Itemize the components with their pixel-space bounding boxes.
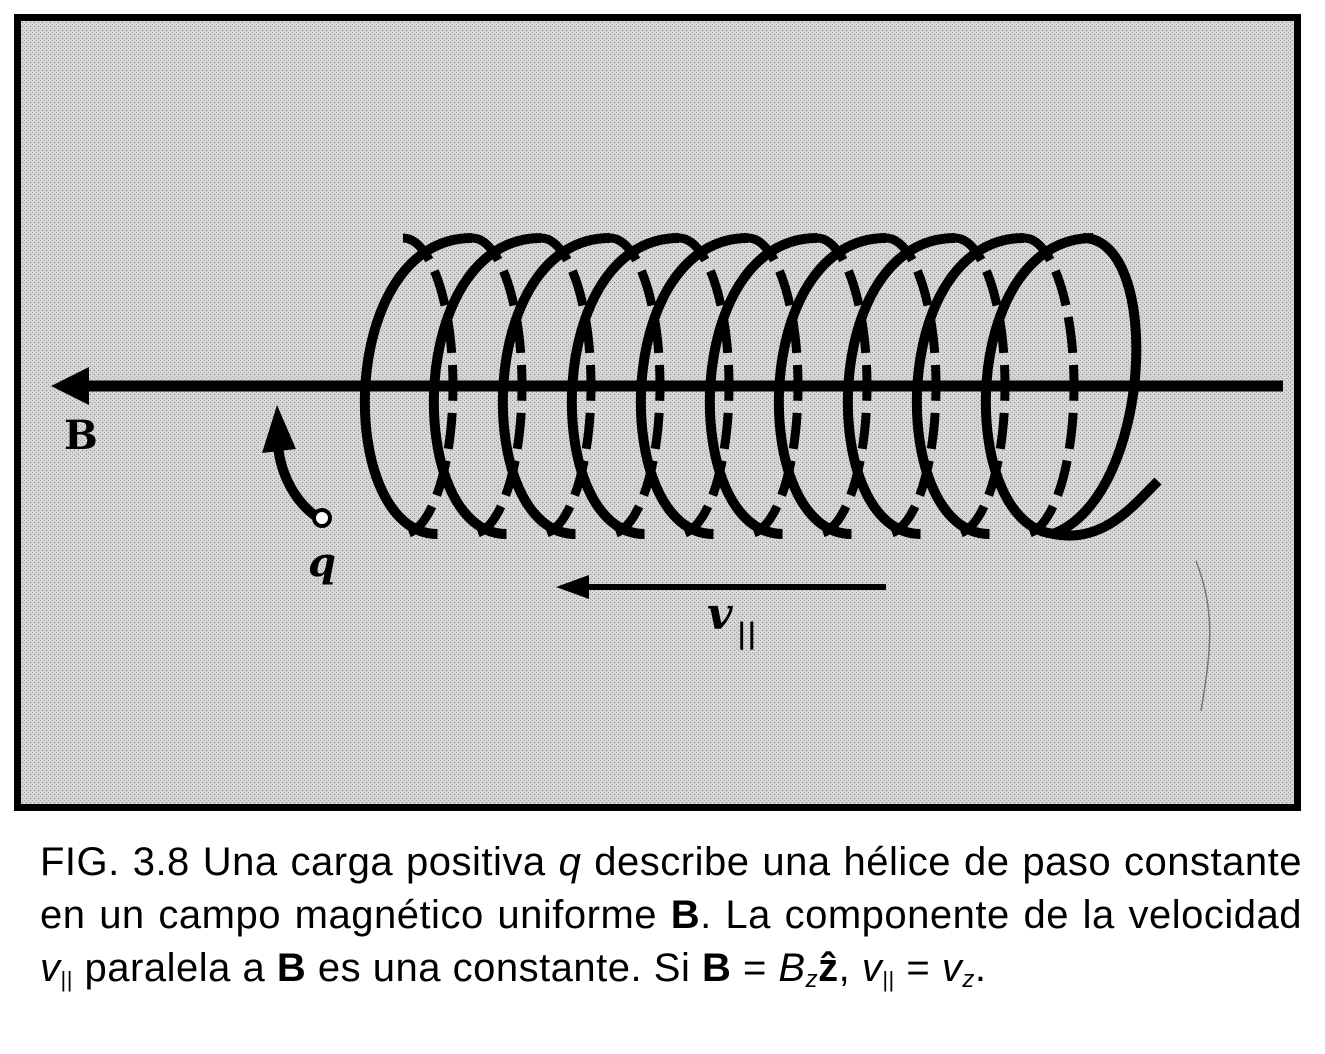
velocity-label: v $_{||}$: [707, 589, 757, 650]
caption-field-symbol-1: B: [670, 893, 701, 937]
caption-velocity-subscript-2: ||: [882, 967, 895, 992]
caption-bz-subscript: z: [805, 966, 819, 993]
caption-field-symbol-2: B: [276, 946, 307, 990]
figure-caption: [40, 836, 1302, 1006]
caption-zhat-symbol: ẑ: [818, 946, 839, 990]
caption-velocity-symbol-2: v: [861, 946, 883, 990]
caption-equals-1: =: [731, 946, 779, 990]
caption-bz-symbol: B: [778, 946, 806, 990]
caption-velocity-symbol-1: v: [40, 946, 61, 990]
caption-equals-2: =: [894, 946, 942, 990]
caption-text-4: paralela a: [72, 946, 277, 990]
caption-vz-symbol: v: [941, 946, 963, 990]
caption-period: .: [974, 946, 987, 990]
caption-field-symbol-3: B: [701, 946, 732, 990]
caption-text-5: es una constante. Si: [306, 946, 702, 990]
field-label: B: [64, 412, 98, 459]
caption-text-3: . La componente de la velocidad: [700, 893, 1302, 937]
helix-diagram: [21, 21, 1294, 804]
charge-dot: [314, 510, 330, 526]
caption-charge-symbol: q: [558, 840, 582, 884]
caption-velocity-subscript-1: ||: [60, 967, 73, 992]
caption-vz-subscript: z: [962, 966, 975, 993]
caption-comma: ,: [838, 946, 862, 990]
caption-text-2: describe una hélice de paso constante en un campo magnético uniforme: [40, 840, 1303, 937]
figure-panel: [14, 14, 1301, 811]
charge-label: q: [308, 539, 336, 586]
caption-text-1: Una carga positiva: [202, 840, 559, 884]
stippled-background: [21, 21, 1294, 804]
figure-number: FIG. 3.8: [40, 840, 190, 884]
